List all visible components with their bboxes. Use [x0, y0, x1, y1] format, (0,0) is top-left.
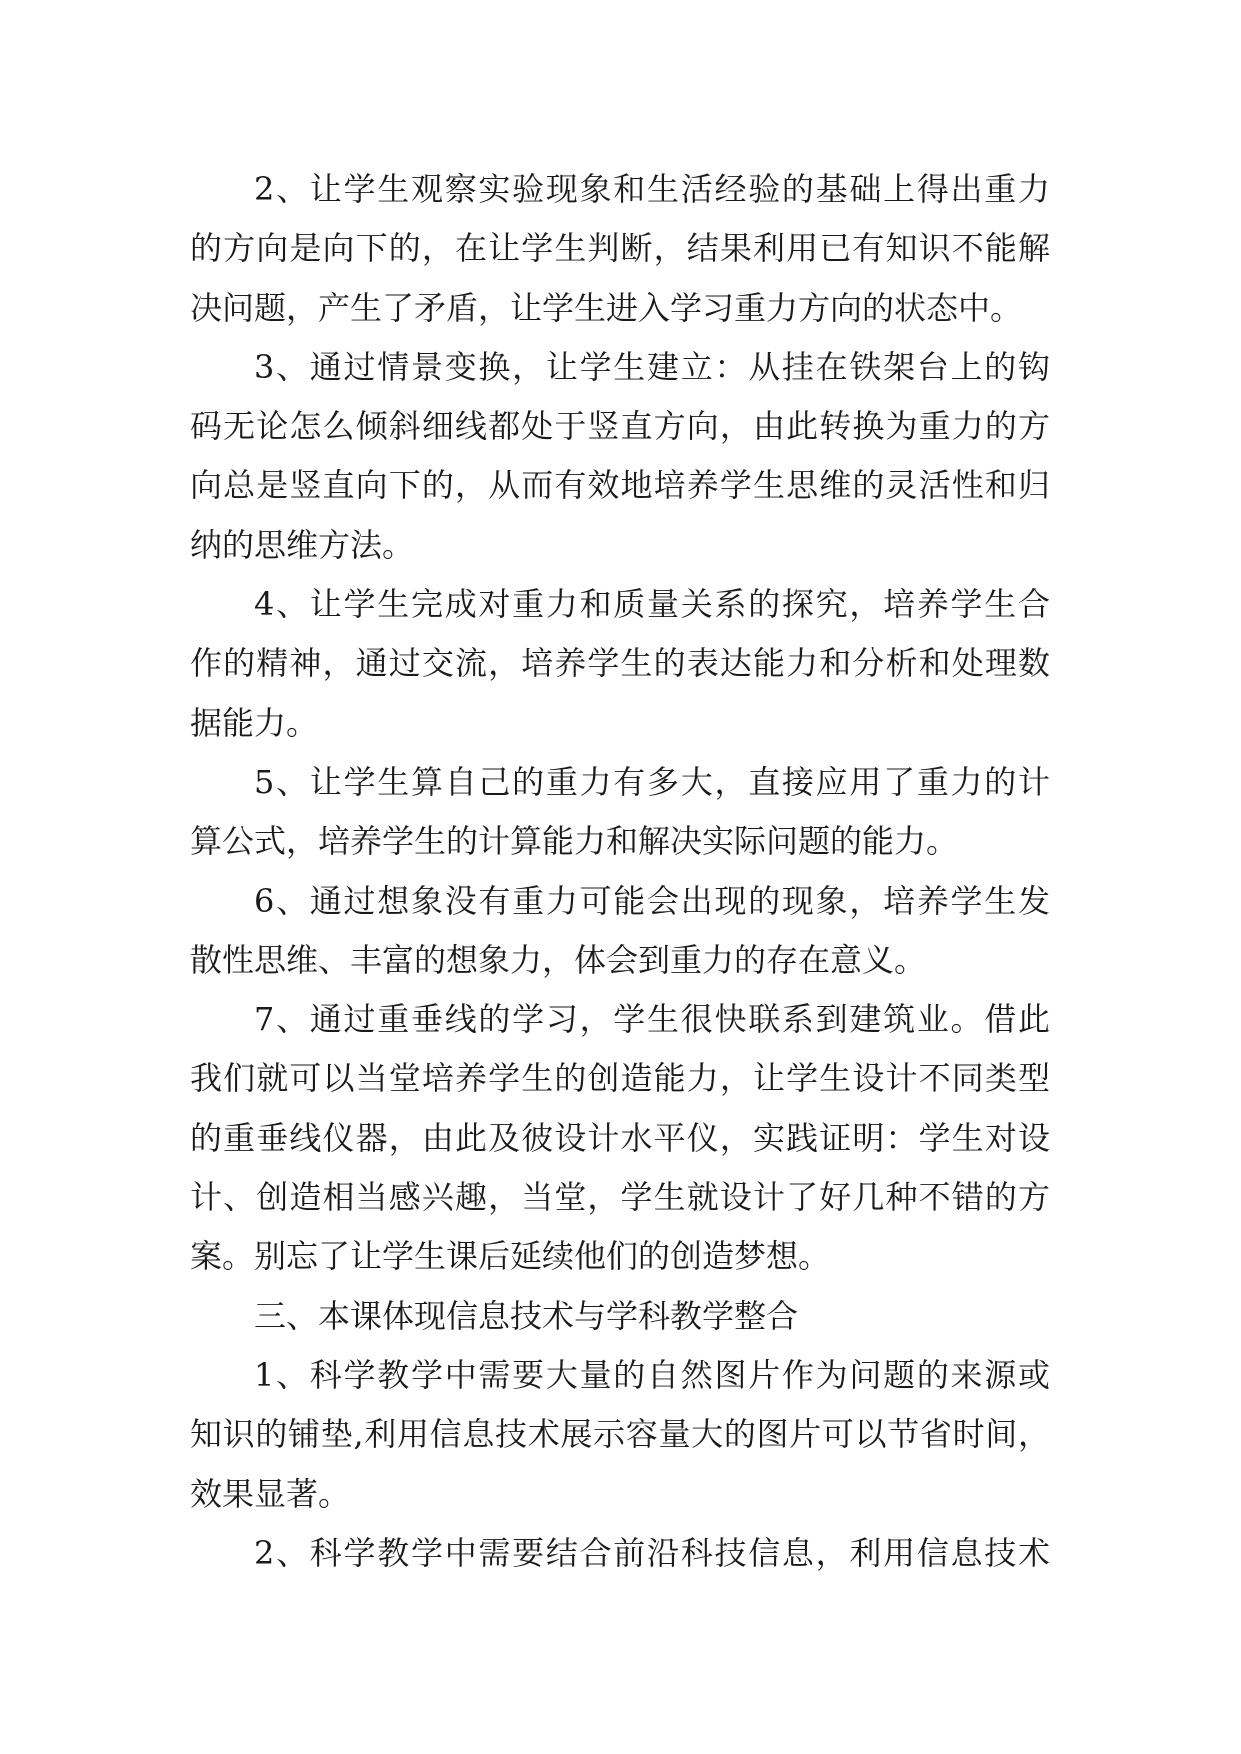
paragraph-line: 效果显著。	[190, 1474, 351, 1513]
paragraph-line: 向总是竖直向下的，从而有效地培养学生思维的灵活性和归	[190, 466, 1050, 505]
paragraph-line: 的重垂线仪器，由此及彼设计水平仪，实践证明：学生对设	[190, 1118, 1050, 1157]
paragraph-line: 案。别忘了让学生课后延续他们的创造梦想。	[190, 1237, 831, 1276]
paragraph-line: 2、让学生观察实验现象和生活经验的基础上得出重力	[254, 170, 1050, 208]
paragraph-line: 3、通过情景变换，让学生建立：从挂在铁架台上的钩	[254, 347, 1050, 386]
paragraph-line: 的方向是向下的，在让学生判断，结果利用已有知识不能解	[190, 229, 1050, 268]
paragraph-line: 计、创造相当感兴趣，当堂，学生就设计了好几种不错的方	[190, 1178, 1050, 1217]
paragraph-line: 1、科学教学中需要大量的自然图片作为问题的来源或	[254, 1355, 1050, 1394]
paragraph-line: 码无论怎么倾斜细线都处于竖直方向，由此转换为重力的方	[190, 407, 1050, 446]
paragraph-line: 6、通过想象没有重力可能会出现的现象，培养学生发	[254, 881, 1050, 920]
paragraph-line: 算公式，培养学生的计算能力和解决实际问题的能力。	[190, 822, 959, 861]
paragraph-line: 据能力。	[190, 703, 319, 742]
paragraph-line: 5、让学生算自己的重力有多大，直接应用了重力的计	[254, 762, 1050, 801]
paragraph-line: 我们就可以当堂培养学生的创造能力，让学生设计不同类型	[190, 1059, 1050, 1098]
paragraph-line: 知识的铺垫,利用信息技术展示容量大的图片可以节省时间，	[190, 1415, 1050, 1454]
document-body	[190, 160, 1050, 1583]
paragraph-line: 2、科学教学中需要结合前沿科技信息，利用信息技术	[254, 1533, 1050, 1572]
paragraph-line: 纳的思维方法。	[190, 525, 415, 564]
paragraph-line: 决问题，产生了矛盾，让学生进入学习重力方向的状态中。	[190, 288, 1023, 327]
paragraph-line: 作的精神，通过交流，培养学生的表达能力和分析和处理数	[190, 644, 1050, 683]
paragraph-line: 散性思维、丰富的想象力，体会到重力的存在意义。	[190, 940, 927, 979]
paragraph-line: 4、让学生完成对重力和质量关系的探究，培养学生合	[254, 585, 1050, 624]
paragraph-line: 7、通过重垂线的学习，学生很快联系到建筑业。借此	[254, 1000, 1050, 1039]
section-heading: 三、本课体现信息技术与学科教学整合	[254, 1296, 799, 1335]
